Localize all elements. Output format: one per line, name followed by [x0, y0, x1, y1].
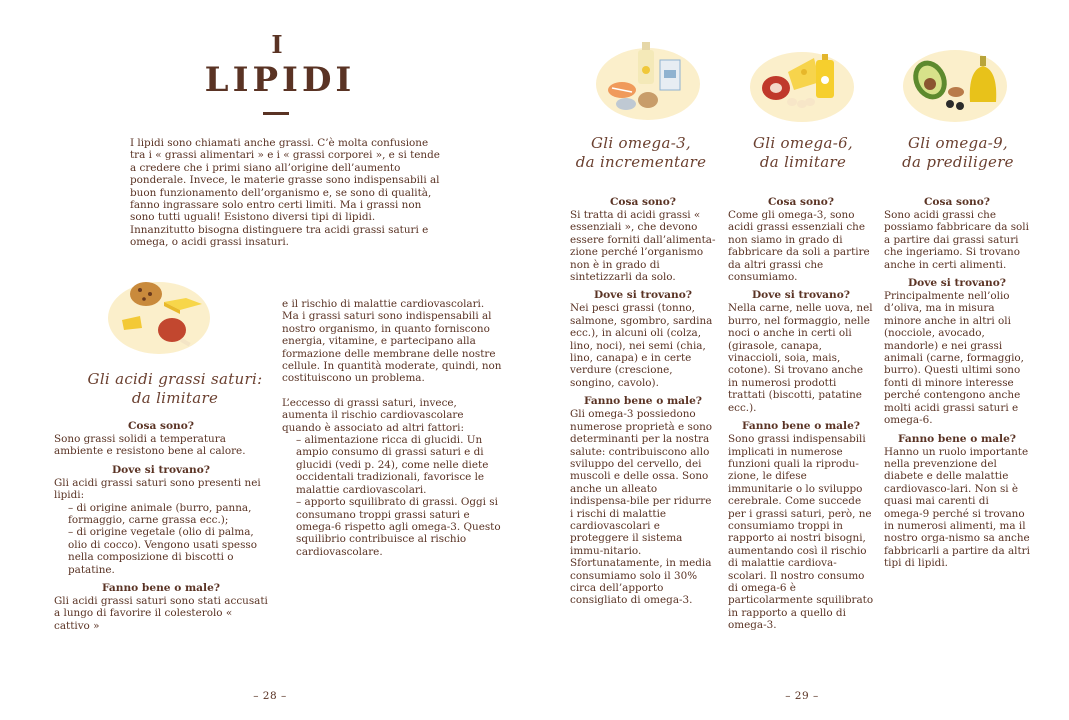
omega3-a1: Si tratta di acidi grassi « essenziali », che devono essere forniti dall’alimenta-zione perché l’organismo non è in grado di sintetizzarli da solo.	[570, 209, 716, 284]
page-title: LIPIDI	[204, 60, 356, 100]
omega9-heading	[883, 134, 1033, 172]
saturated-a2-item1: – di origine animale (burro, panna, formaggio, carne grassa ecc.);	[68, 501, 252, 527]
omega3-q3: Fanno bene o male?	[583, 395, 703, 408]
omega6-a3: Sono grassi indispensabili implicati in numerose funzioni quali la riprodu-zione, le difese immunitarie o lo sviluppo cerebrale. Come succede per i grassi saturi, però, ne consumiamo troppi in rapporto ai nostri bisogni, aumentando così il rischio di malattie cardiova-scolari. Il nostro consumo di omega-6 è particolarmente squilibrato in rapporto a quello di omega-3.	[728, 433, 874, 632]
col2-item2: – apporto squilibrato di grassi. Oggi si consumano troppi grassi saturi e omega-6 rispetto agli omega-3. Questo squilibrio contribuisce al rischio cardiovascolare.	[296, 496, 501, 558]
omega6-a2: Nella carne, nelle uova, nel burro, nel formaggio, nelle noci o anche in certi oli (girasole, canapa, vinaccioli, soia, mais, cotone). Si trovano anche in numerosi prodotti trattati (biscotti, patatine ecc.).	[728, 302, 873, 414]
olives-icon	[946, 100, 964, 110]
omega3-a2: Nei pesci grassi (tonno, salmone, sgombro, sardina ecc.), in alcuni oli (colza, lino, noci), nei semi (chia, lino, canapa) e in certe verdure (crescione, songino, cavolo).	[570, 302, 713, 389]
omega3-q1: Cosa sono?	[609, 196, 677, 208]
oil-bottle-icon	[638, 42, 654, 84]
omega6-column	[728, 196, 874, 632]
intro-paragraph: I lipidi sono chiamati anche grassi. C’è molta confusione tra i « grassi alimentari » e i « grassi corporei », e si tende a credere che i primi siano all’origine dell’aumento ponderale. Invece, le materie grasse sono indispensabili al buon funzionamento dell’organismo e, se sono di qualità, fanno ingrassare solo entro certi limiti. Ma i grassi non sono tutti uguali! Esistono diversi tipi di lipidi. Innanzitutto bisogna distinguere tra acidi grassi saturi e omega, o acidi grassi insaturi.	[130, 137, 440, 249]
omega9-heading-line1: Gli omega-9,	[907, 134, 1008, 152]
salmon-icon	[608, 82, 636, 98]
omega9-q2: Dove si trovano?	[907, 277, 1007, 290]
saturated-heading-line2: da limitare	[131, 389, 219, 407]
omega9-column	[884, 196, 1030, 570]
omega9-q3: Fanno bene o male?	[897, 432, 1017, 445]
saturated-q2: Dove si trovano?	[111, 463, 211, 476]
omega9-a3: Hanno un ruolo importante nella prevenzione del diabete e delle malattie cardiovasco-lari. Non si è quasi mai carenti di omega-9 perché si trovano in numerosi alimenti, ma il nostro orga-nismo sa anche fabbricarli a partire da altri tipi di lipidi.	[884, 445, 1030, 570]
col2-p2: L’eccesso di grassi saturi, invece, aumenta il rischio cardiovascolare quando è associato ad altri fattori:	[282, 396, 464, 434]
cookie-icon	[130, 282, 162, 306]
cheese-icon	[788, 58, 820, 90]
saturated-heading-line1: Gli acidi grassi saturi:	[87, 370, 263, 388]
omega9-illustration	[906, 40, 1010, 124]
saturated-fats-illustration	[112, 276, 212, 352]
cheese-icon	[122, 316, 142, 330]
sunflower-oil-icon	[816, 54, 834, 98]
omega6-q1: Cosa sono?	[767, 196, 835, 208]
omega9-q1: Cosa sono?	[923, 196, 991, 208]
section-number: I	[271, 30, 285, 59]
saturated-column	[54, 420, 268, 632]
milk-carton-icon	[660, 60, 680, 90]
meat-icon	[762, 76, 790, 100]
saturated-a3: Gli acidi grassi saturi sono stati accusati a lungo di favorire il colesterolo « cattivo »	[54, 595, 268, 632]
butter-icon	[164, 298, 202, 314]
omega3-illustration	[598, 36, 702, 120]
omega3-heading	[566, 134, 716, 172]
col2-p1: e il rischio di malattie cardiovascolari. Ma i grassi saturi sono indispensabili al nostro organismo, in quanto forniscono energia, vitamine, e partecipano alla formazione delle membrane delle nostre cellule. In quantità moderate, quindi, non costituiscono un problema.	[282, 298, 502, 385]
title-rule	[263, 112, 289, 115]
fish-can-icon	[616, 98, 636, 110]
omega3-heading-line2: da incrementare	[575, 153, 707, 171]
saturated-q3: Fanno bene o male?	[101, 582, 221, 595]
omega3-column	[570, 196, 716, 607]
eggs-icon	[787, 98, 815, 108]
saturated-a2-intro: Gli acidi grassi saturi sono presenti nei lipidi:	[54, 476, 261, 502]
omega3-a3: Gli omega-3 possiedono numerose proprietà e sono determinanti per la nostra salute: contribuiscono allo sviluppo del cervello, dei muscoli e delle ossa. Sono anche un alleato indispensa-bile per ridurre i rischi di malattie cardiovascolari e proteggere il sistema immu-nitario. Sfortunatamente, in media consumiamo solo il 30% circa dell’apporto consigliato di omega-3.	[570, 408, 713, 607]
col2-item1: – alimentazione ricca di glucidi. Un ampio consumo di grassi saturi e di glucidi (vedi p. 24), come nelle diete occidentali tradizionali, favorisce le malattie cardiovascolari.	[296, 434, 489, 496]
saturated-a1: Sono grassi solidi a temperatura ambiente e resistono bene al calore.	[54, 433, 246, 458]
avocado-icon	[907, 55, 953, 105]
omega3-heading-line1: Gli omega-3,	[590, 134, 691, 152]
omega6-illustration	[754, 44, 858, 124]
saturated-continued-column	[282, 298, 502, 558]
omega6-heading-line1: Gli omega-6,	[752, 134, 853, 152]
omega9-a1: Sono acidi grassi che possiamo fabbricare da soli a partire dai grassi saturi che ingeriamo. Si trovano anche in certi alimenti.	[884, 209, 1029, 271]
omega6-q2: Dove si trovano?	[751, 289, 851, 302]
almond-icon	[948, 87, 964, 97]
omega3-q2: Dove si trovano?	[593, 289, 693, 302]
saturated-heading	[55, 370, 295, 408]
page-number-left: – 28 –	[253, 690, 287, 702]
page-number-right: – 29 –	[785, 690, 819, 702]
omega6-heading-line2: da limitare	[759, 153, 847, 171]
omega6-q3: Fanno bene o male?	[741, 420, 861, 433]
omega9-heading-line2: da prediligere	[902, 153, 1014, 171]
saturated-a2-item2: – di origine vegetale (olio di palma, olio di cocco). Vengono usati spesso nella composizione di biscotti o patatine.	[68, 526, 257, 576]
saturated-q1: Cosa sono?	[127, 420, 195, 432]
omega9-a2: Principalmente nell’olio d’oliva, ma in misura minore anche in altri oli (nocciole, avocado, mandorle) e nei grassi animali (carne, formaggio, burro). Questi ultimi sono fonti di minore interesse perché contengono anche molti acidi grassi saturi e omega-6.	[884, 290, 1024, 427]
walnut-icon	[638, 92, 658, 108]
olive-oil-icon	[970, 56, 996, 102]
omega6-a1: Come gli omega-3, sono acidi grassi essenziali che non siamo in grado di fabbricare da soli a partire da altri grassi che consumiamo.	[728, 209, 870, 284]
ham-icon	[158, 318, 191, 346]
omega6-heading	[728, 134, 878, 172]
